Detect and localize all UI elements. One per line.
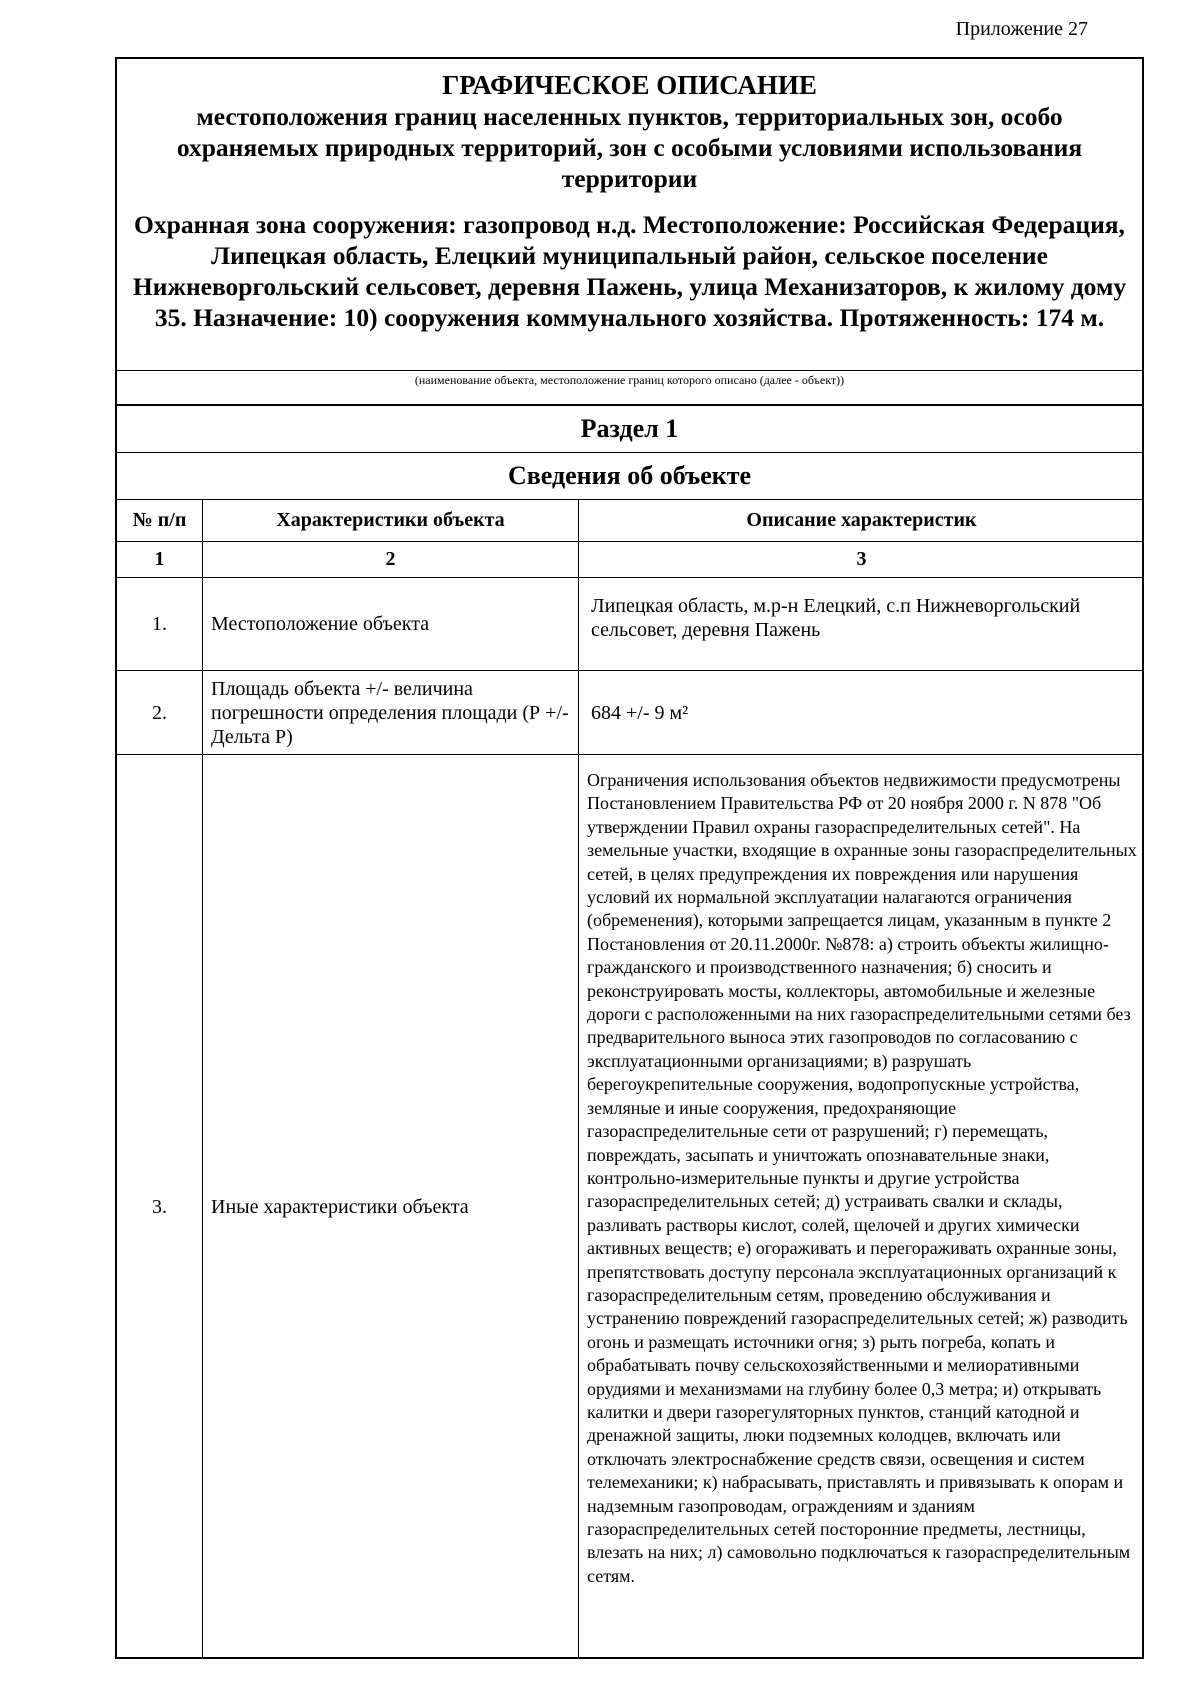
table-header-cell [203, 499, 578, 541]
header-number-label: № п/п [132, 508, 187, 531]
graphic-description-frame [115, 57, 1144, 1659]
row-description: Липецкая область, м.р-н Елецкий, с.п Нижневоргольский сельсовет, деревня Пажень [591, 595, 1081, 641]
object-name-underline [117, 370, 1142, 371]
table-cell [579, 578, 1144, 670]
row-characteristic: Площадь объекта +/- величина погрешности определения площади (Р +/- Дельта Р) [211, 677, 569, 748]
column-number-cell [203, 542, 578, 577]
column-number-cell [117, 542, 202, 577]
table-cell [203, 755, 578, 1659]
column-number: 2 [385, 548, 396, 570]
header-characteristic-label: Характеристики объекта [276, 508, 505, 531]
column-number: 1 [154, 548, 165, 570]
row-description-restrictions: Ограничения использования объектов недвижимости предусмотрены Постановлением Правительства РФ от 20 ноября 2000 г. N 878 "Об утверждении Правил охраны газораспределительных сетей". На земельные участки, входящие в охранные зоны газораспределительных сетей, в целях предупреждения их повреждения или нарушения условий их нормальной эксплуатации налагаются ограничения (обременения), которыми запрещается лицам, указанным в пункте 2 Постановления от 20.11.2000г. №878: а) строить объекты жилищно-гражданского и производственного назначения; б) сносить и реконструировать мосты, коллекторы, автомобильные и железные дороги с расположенными на них газораспределительными сетями без предварительного выноса этих газопроводов по согласованию с эксплуатационными организациями; в) разрушать берегоукрепительные сооружения, водопропускные устройства, земляные и иные сооружения, предохраняющие газораспределительные сети от разрушений; г) перемещать, повреждать, засыпать и уничтожать опознавательные знаки, контрольно-измерительные пункты и другие устройства газораспределительных сетей; д) устраивать свалки и склады, разливать растворы кислот, солей, щелочей и других химически активных веществ; е) огораживать и перегораживать охранные зоны, препятствовать доступу персонала эксплуатационных организаций к газораспределительным сетям, проведению обслуживания и устранению повреждений газораспределительных сетей; ж) разводить огонь и размещать источники огня; з) рыть погреба, копать и обрабатывать почву сельскохозяйственными и мелиоративными орудиями и механизмами на глубину более 0,3 метра; и) открывать калитки и двери газорегуляторных пунктов, станций катодной и дренажной защиты, люки подземных колодцев, включать или отключать электроснабжение средств связи, освещения и систем телемеханики; к) набрасывать, приставлять и привязывать к опорам и надземным газопроводам, ограждениям и зданиям газораспределительных сетей посторонние предметы, лестницы, влезать на них; л) самовольно подключаться к газораспределительным сетям. [587, 770, 1137, 1586]
row-number: 1. [152, 613, 167, 635]
column-number: 3 [856, 548, 867, 570]
row-characteristic: Иные характеристики объекта [211, 1196, 469, 1218]
document-subtitle: местоположения границ населенных пунктов, территориальных зон, особо охраняемых природных территорий, зон с особыми условиями использования территории [176, 102, 1083, 193]
appendix-label: Приложение 27 [955, 18, 1088, 40]
section-subtitle: Сведения об объекте [507, 461, 752, 490]
table-row [117, 671, 202, 754]
row-number: 3. [152, 1196, 167, 1218]
object-name-caption: (наименование объекта, местоположение границ которого описано (далее - объект)) [414, 373, 845, 387]
table-header-cell [117, 499, 202, 541]
table-row [117, 755, 202, 1659]
table-cell [579, 755, 1144, 1588]
header-description-label: Описание характеристик [746, 508, 977, 531]
table-cell [579, 671, 1144, 754]
column-number-cell [579, 542, 1144, 577]
object-name: Охранная зона сооружения: газопровод н.д. Местоположение: Российская Федерация, Липецкая область, Елецкий муниципальный район, сельское поселение Нижневоргольский сельсовет, деревня Пажень, улица Механизаторов, к жилому дому 35. Назначение: 10) сооружения коммунального хозяйства. Протяженность: 174 м. [132, 210, 1127, 332]
row-number: 2. [152, 701, 167, 724]
table-cell [203, 578, 578, 670]
table-header-cell [579, 499, 1144, 541]
row-characteristic: Местоположение объекта [211, 613, 430, 635]
table-cell [203, 671, 578, 754]
document-title: ГРАФИЧЕСКОЕ ОПИСАНИЕ [442, 70, 817, 100]
table-row [117, 578, 202, 670]
section-title: Раздел 1 [580, 414, 679, 443]
row-description: 684 +/- 9 м² [591, 701, 689, 724]
